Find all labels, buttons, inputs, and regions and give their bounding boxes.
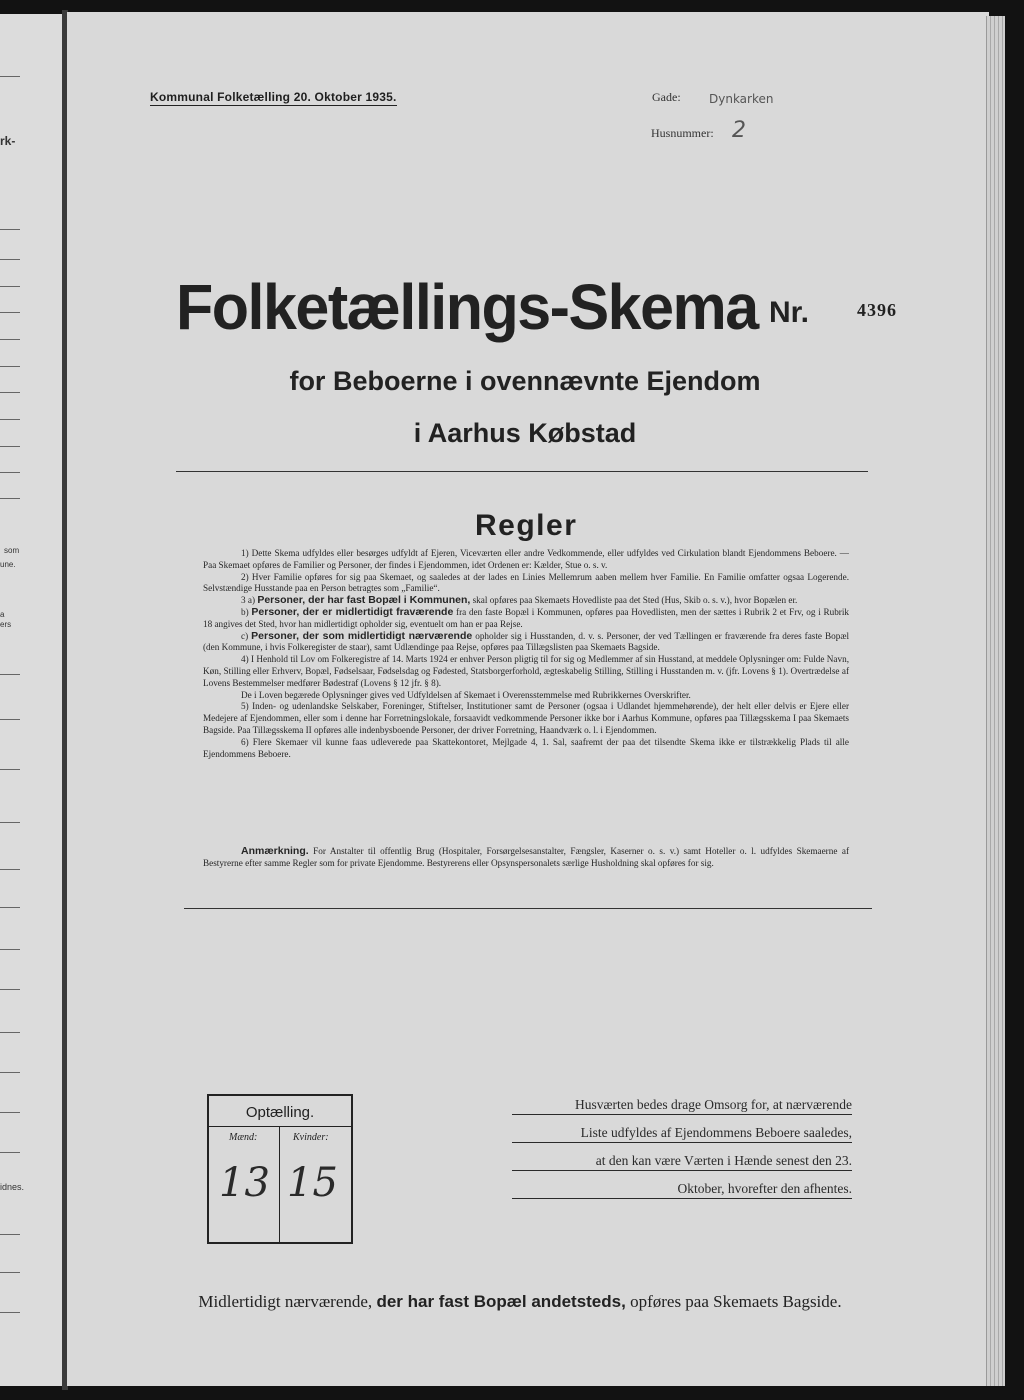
fragment-text: ers (0, 620, 12, 629)
form-subtitle: for Beboerne i ovennævnte Ejendom (289, 366, 761, 396)
notice-line: at den kan være Værten i Hænde senest den 23. (512, 1153, 852, 1171)
men-label: Mænd: (229, 1132, 258, 1143)
form-line (0, 392, 20, 393)
notice-line: Liste udfyldes af Ejendommens Beboere saaledes, (512, 1125, 852, 1143)
form-line (0, 76, 20, 77)
house-number-value: 2 (732, 118, 746, 143)
form-line (0, 907, 20, 908)
rule-6: 6) Flere Skemaer vil kunne faas udleverede paa Skattekontoret, Mejlgade 4, 1. Sal, saafremt der paa det tilsendte Skema ikke er tilstrækkelig Plads til alle Ejendommens Beboere. (203, 736, 849, 759)
form-line (0, 674, 20, 675)
house-number-label: Husnummer: (651, 126, 714, 140)
fragment-text: rk- (0, 134, 16, 148)
form-line (0, 1272, 20, 1273)
rule-body: fra den faste Bopæl i Kommunen, opføres paa Hovedlisten, men der sættes i Rubrik 2 et Frv, og i Rubrik 18 angives det Sted, hvor han midlertidigt opholder sig, eventuelt om han er paa Rejse. (203, 606, 849, 629)
count-box (207, 1094, 353, 1244)
footer-emphasis: der har fast Bopæl andetsteds, (376, 1292, 626, 1311)
fragment-text: a (0, 610, 5, 619)
rule-4: 4) I Henhold til Lov om Folkeregistre af 14. Marts 1924 er enhver Person pligtig til for sig og Medlemmer af sin Husstand, at meddele Oplysninger om: Fulde Navn, Køn, Stilling eller Erhverv, Bopæl, Fødselsaar, Fødselsdag og Fødested, Statsborgerforhold, ægteskabelig Stilling, Stilling i Husstanden m. v. (jfr. Lovens § 1). Overtrædelse af Lovens Bestemmelser medfører Bødestraf (Lovens § 12 jfr. § 8). (203, 654, 849, 688)
rule-prefix: 3 a) (241, 595, 256, 606)
footer-part: opføres paa Skemaets Bagside. (630, 1292, 842, 1311)
form-line (0, 229, 20, 230)
footer-note (170, 1292, 870, 1312)
form-line (0, 259, 20, 260)
fragment-text: som (4, 546, 20, 555)
women-count: 15 (287, 1160, 338, 1206)
form-line (0, 989, 20, 990)
rule-body: opholder sig i Husstanden, d. v. s. Personer, der ved Tællingen er fraværende fra deres faste Bopæl (den Kommune, i hvis Folkeregister de staar), samt Udlændinge paa Rejse, opføres paa Tillægslisten paa Skemaets Bagside. (203, 630, 850, 653)
rule-prefix: c) (241, 630, 249, 641)
form-line (0, 1234, 20, 1235)
form-line (0, 1152, 20, 1153)
remark-block (203, 845, 849, 869)
sheet-number: 4396 (857, 300, 897, 320)
form-line (0, 1112, 20, 1113)
rule-emphasis: Personer, der har fast Bopæl i Kommunen, (257, 594, 471, 607)
rule-4b: De i Loven begærede Oplysninger gives ved Udfyldelsen af Skemaet i Overensstemmelse med Rubrikkernes Overskrifter. (241, 689, 691, 700)
rule-3b (203, 607, 849, 631)
rule-5: 5) Inden- og udenlandske Selskaber, Foreninger, Stiftelser, Institutioner samt de Personer (ogsaa i Udlandet hjemmehørende), der helt eller delvis er Ejere eller Medejere af Ejendommen, eller som i denne har Forretningslokale, forsaavidt vedkommende Personer ikke bor i Aarhus Kommune, opføres paa Tillægsskema I paa Skemaets Bagside. Paa Tillægsskema II opføres alle indenbysboende Personer, der driver Forretning, Haandværk o. l. i Ejendommen. (203, 701, 849, 735)
form-line (0, 419, 20, 420)
remark-label: Anmærkning. (241, 845, 309, 857)
census-header: Kommunal Folketælling 20. Oktober 1935. (150, 90, 397, 104)
form-line (0, 312, 20, 313)
nr-label: Nr. (769, 296, 810, 329)
rule-emphasis: Personer, der er midlertidigt fraværende (251, 605, 454, 618)
divider-line (184, 908, 872, 909)
rule-3c (203, 631, 849, 655)
landlord-notice (512, 1097, 852, 1209)
form-line (0, 1032, 20, 1033)
left-page-fragment (0, 14, 64, 1386)
page-stack-edge (986, 16, 1005, 1386)
rule-emphasis: Personer, der som midlertidigt nærværende (251, 629, 473, 642)
rule-body: skal opføres paa Skemaets Hovedliste paa det Sted (Hus, Skib o. s. v.), hvor Bopælen er. (472, 595, 798, 606)
fragment-text: idnes. (0, 1182, 25, 1192)
street-value: Dynkarken (709, 92, 774, 106)
form-line (0, 472, 20, 473)
form-line (0, 869, 20, 870)
form-line (0, 719, 20, 720)
form-line (0, 949, 20, 950)
rules-text (203, 548, 849, 760)
fragment-text: une. (0, 560, 16, 569)
form-line (0, 498, 20, 499)
notice-line: Oktober, hvorefter den afhentes. (512, 1181, 852, 1199)
rules-heading: Regler (475, 509, 578, 542)
men-count: 13 (219, 1160, 270, 1206)
form-line (0, 1312, 20, 1313)
footer-part: Midlertidigt nærværende, (198, 1292, 373, 1311)
form-line (0, 769, 20, 770)
street-label: Gade: (652, 90, 681, 104)
form-line (0, 822, 20, 823)
form-subtitle-city: i Aarhus Købstad (413, 418, 637, 448)
form-line (0, 1072, 20, 1073)
rule-2: 2) Hver Familie opføres for sig paa Skemaet, og saaledes at der lades en Linies Mellemrum aaben mellem hver Familie. En Familie omfatter ogsaa Logerende. Selvstændige Husstande paa en Person betragtes som „Familie“. (203, 571, 849, 594)
count-box-title: Optælling. (245, 1104, 315, 1121)
form-line (0, 286, 20, 287)
notice-line: Husværten bedes drage Omsorg for, at nærværende (512, 1097, 852, 1115)
form-line (0, 366, 20, 367)
rule-1: 1) Dette Skema udfyldes eller besørges udfyldt af Ejeren, Viceværten eller andre Vedkommende, eller udfyldes ved Cirkulation blandt Ejendommens Beboere. — Paa Skemaet opføres de Familier og Personer, der findes i Ejendommen, idet Ordenen er: Kælder, Stue o. s. v. (203, 548, 849, 570)
remark-text: For Anstalter til offentlig Brug (Hospitaler, Forsørgelsesanstalter, Fængsler, Kaserner o. s. v.) samt Hoteller o. l. udfyldes Skemaerne af Bestyrerne efter samme Regler som for private Ejendomme. Bestyrerens eller Opsynspersonalets særlige Husholdning skal opføres for sig. (203, 846, 850, 868)
divider-line (176, 471, 868, 472)
form-line (0, 446, 20, 447)
form-line (0, 339, 20, 340)
form-title: Folketællings-Skema (176, 271, 758, 343)
women-label: Kvinder: (293, 1132, 329, 1143)
rule-prefix: b) (241, 606, 249, 617)
